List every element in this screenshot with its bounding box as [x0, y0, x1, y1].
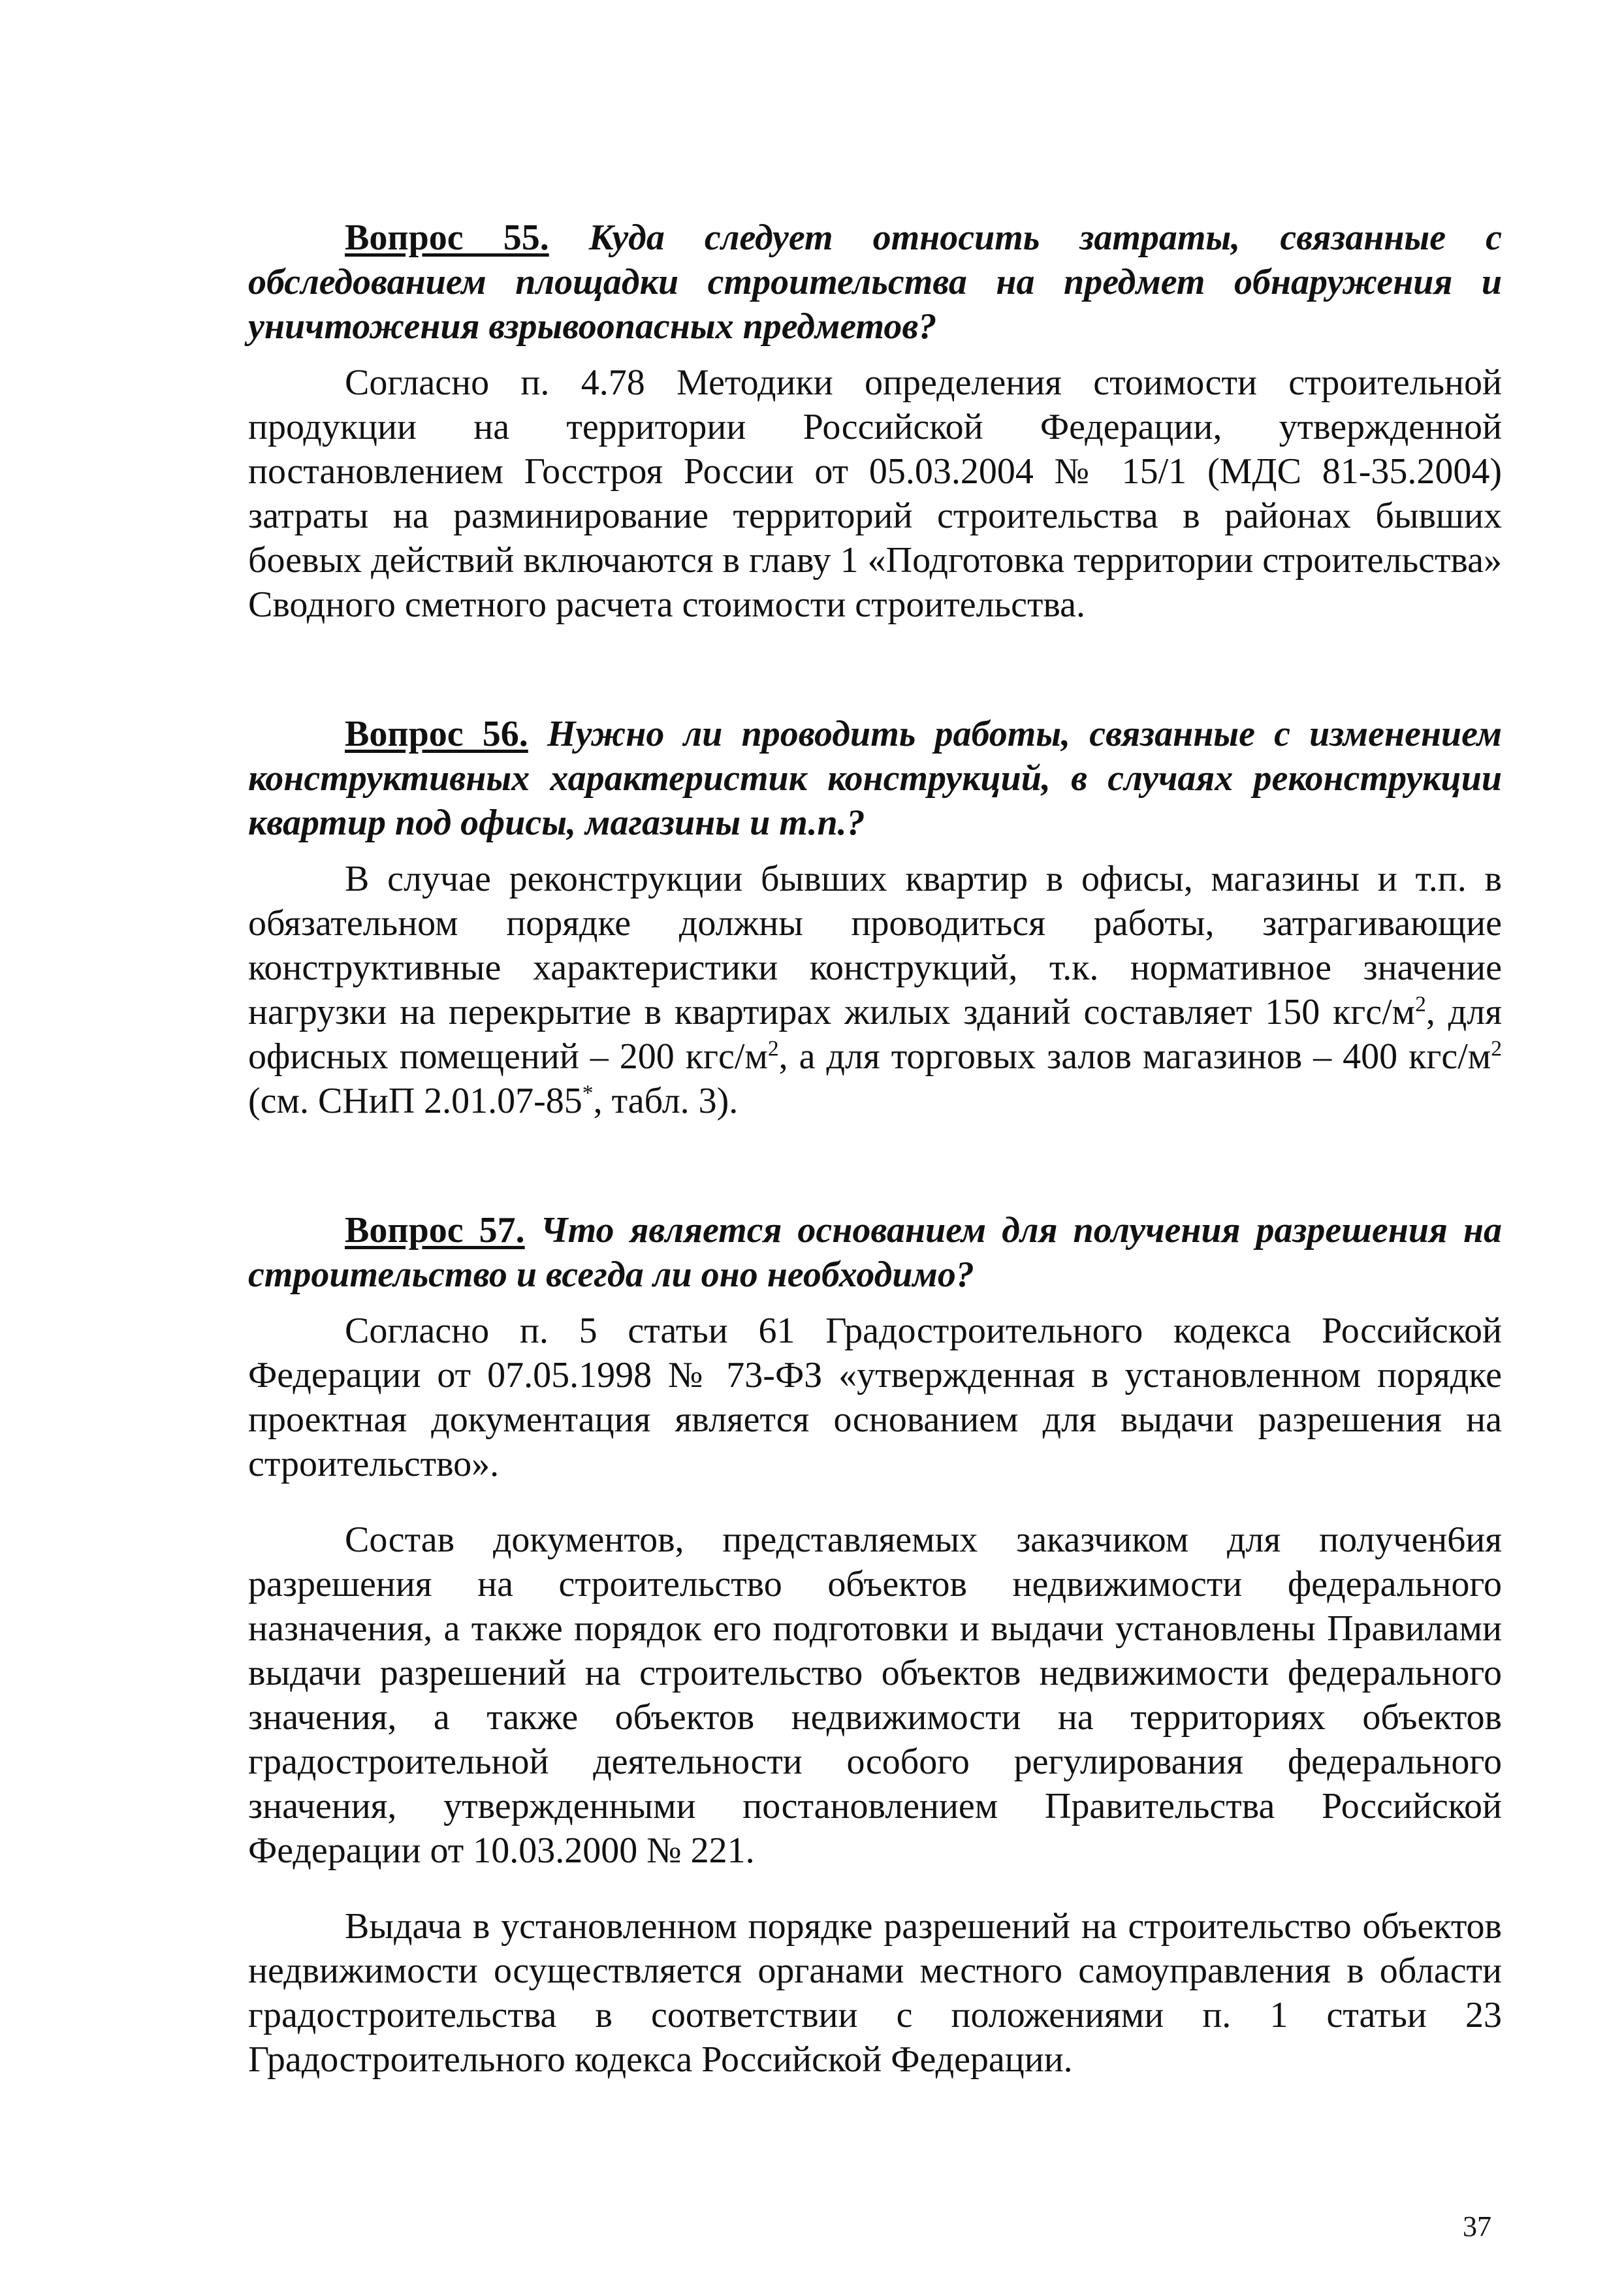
- document-page: [248, 215, 1502, 2082]
- page-number: 37: [1463, 2210, 1491, 2242]
- answer-56-part-3: , а для торговых залов магазинов – 400 кгс/м: [778, 1036, 1491, 1077]
- question-55-title: Куда следует относить затраты, связанные с обследованием площадки строительства на предмет обнаружения и уничтожения взрывоопасных предметов?: [248, 217, 1503, 347]
- question-56-answer: [248, 857, 1502, 1123]
- question-57-answer-2: Состав документов, представляемых заказчиком для получен6ия разрешения на строительство объектов недвижимости федерального назначения, а также порядок его подготовки и выдачи установлены Правилами выдачи разрешений на строительство объектов недвижимости федерального значения, а также объектов недвижимости на территориях объектов градостроительной деятельности особого регулирования федерального значения, утвержденными постановлением Правительства Российской Федерации от 10.03.2000 № 221.: [248, 1520, 1502, 1871]
- question-57-label: Вопрос 57.: [345, 1210, 525, 1251]
- question-57-heading: [248, 1208, 1502, 1297]
- question-55-heading: [248, 215, 1502, 349]
- answer-56-part-4: (см. СНиП 2.01.07-85: [248, 1081, 582, 1121]
- superscript-squared: 2: [1491, 1036, 1502, 1061]
- superscript-asterisk: *: [582, 1081, 594, 1106]
- question-55: [248, 215, 1502, 627]
- question-57-answer-3: Выдача в установленном порядке разрешений на строительство объектов недвижимости осуществляется органами местного самоуправления в области градостроительства в соответствии с положениями п. 1 статьи 23 Градостроительного кодекса Российской Федерации.: [248, 1906, 1502, 2080]
- question-56-label: Вопрос 56.: [345, 714, 528, 754]
- question-56: [248, 712, 1502, 1123]
- question-57-title: Что является основанием для получения разрешения на строительство и всегда ли оно необходимо?: [248, 1210, 1502, 1295]
- question-56-heading: [248, 712, 1502, 845]
- question-57-answer-1: Согласно п. 5 статьи 61 Градостроительного кодекса Российской Федерации от 07.05.1998 № 73-ФЗ «утвержденная в установленном порядке проектная документация является основанием для выдачи разрешения на строительство».: [248, 1311, 1502, 1484]
- answer-56-part-2: , для офисных помещений – 200 кгс/м: [248, 992, 1502, 1077]
- question-56-title: Нужно ли проводить работы, связанные с изменением конструктивных характеристик конструкций, в случаях реконструкции квартир под офисы, магазины и т.п.?: [248, 714, 1502, 843]
- question-57: [248, 1208, 1502, 2082]
- question-55-label: Вопрос 55.: [345, 217, 549, 258]
- superscript-squared: 2: [1415, 992, 1426, 1017]
- superscript-squared: 2: [767, 1036, 779, 1061]
- answer-56-part-5: , табл. 3).: [593, 1081, 739, 1121]
- question-55-answer: Согласно п. 4.78 Методики определения стоимости строительной продукции на территории Российской Федерации, утвержденной постановлением Госстроя России от 05.03.2004 № 15/1 (МДС 81-35.2004) затраты на разминирование территорий строительства в районах бывших боевых действий включаются в главу 1 «Подготовка территории строительства» Сводного сметного расчета стоимости строительства.: [248, 362, 1502, 625]
- answer-56-part-1: В случае реконструкции бывших квартир в офисы, магазины и т.п. в обязательном порядке должны проводиться работы, затрагивающие конструктивные характеристики конструкций, т.к. нормативное значение нагрузки на перекрытие в квартирах жилых зданий составляет 150 кгс/м: [248, 859, 1502, 1032]
